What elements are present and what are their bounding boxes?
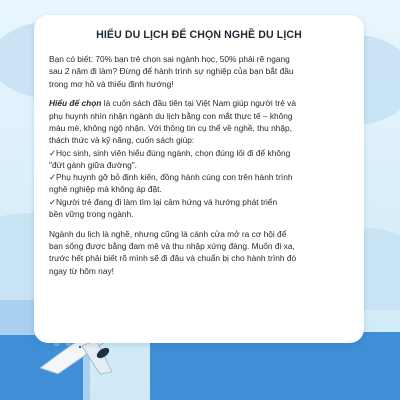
benefit-line: ✓Học sinh, sinh viên hiểu đúng ngành, chọn đúng lối đi để không	[49, 147, 291, 158]
intro-line: Bạn có biết: 70% bạn trẻ chọn sai ngành học, 50% phải rẽ ngang	[49, 54, 290, 64]
intro-paragraph	[49, 53, 355, 90]
page-title: HIỂU DU LỊCH ĐỂ CHỌN NGHỀ DU LỊCH	[96, 29, 302, 41]
intro-line: sau 2 năm đi làm? Đừng để hành trình sự nghiệp của bạn bắt đầu	[49, 66, 294, 77]
book-line: phụ huynh nhìn nhận ngành du lịch bằng con mắt thực tế – không	[49, 110, 293, 121]
closing-line: Ngành du lịch là nghề, nhưng cũng là cánh cửa mở ra cơ hội để	[49, 228, 287, 239]
closing-line: bạn sống được bằng đam mê và thu nhập xứng đáng. Muốn đi xa,	[49, 241, 295, 252]
closing-paragraph	[49, 228, 355, 277]
book-first-line-rest: là cuốn sách đầu tiên tại Việt Nam giúp người trẻ và	[101, 98, 296, 109]
intro-line: trong mơ hồ và thiếu định hướng!	[49, 78, 174, 89]
benefit-line: bền vững trong ngành.	[49, 209, 134, 220]
benefit-line: nghề nghiệp mà không áp đặt.	[49, 184, 162, 195]
closing-line: ngay từ hôm nay!	[49, 265, 114, 276]
book-line: thách thức và kỹ năng, cuốn sách giúp:	[49, 135, 195, 146]
book-line: màu mè, không ngộ nhận. Với thông tin cụ thể về nghề, thu nhập,	[49, 122, 292, 133]
book-name: Hiểu để chọn	[49, 98, 102, 109]
benefit-line: "đứt gánh giữa đường".	[49, 159, 138, 170]
article-body	[49, 53, 355, 285]
benefit-line: ✓Phụ huynh gỡ bỏ định kiến, đồng hành cùng con trên hành trình	[49, 172, 293, 183]
book-paragraph	[49, 97, 355, 220]
book-first-line	[49, 97, 355, 109]
closing-line: trước hết phải biết rõ mình sẽ đi đâu và chuẩn bị cho hành trình đó	[49, 253, 297, 264]
benefit-line: ✓Người trẻ đang đi làm tìm lại cảm hứng và hướng phát triển	[49, 196, 278, 207]
